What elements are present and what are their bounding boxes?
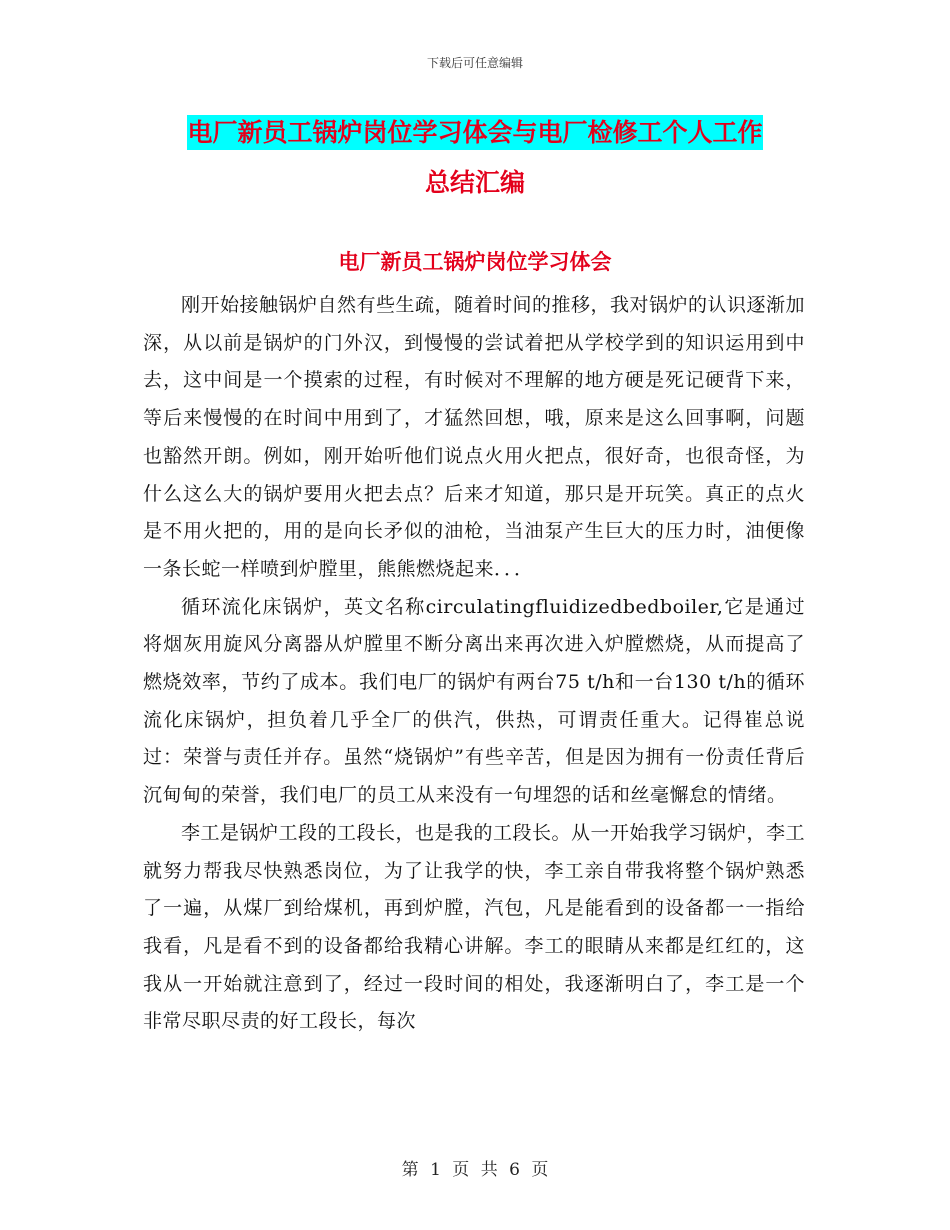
page-number-footer: 第 1 页 共 6 页 bbox=[401, 1160, 549, 1180]
body-text bbox=[143, 287, 805, 1041]
document-title-line-1: 电厂新员工锅炉岗位学习体会与电厂检修工个人工作 bbox=[187, 115, 762, 150]
document-title bbox=[145, 108, 805, 208]
section-title: 电厂新员工锅炉岗位学习体会 bbox=[338, 250, 612, 274]
paragraph: 循环流化床锅炉，英文名称circulatingfluidizedbedboiler,它是通过将烟灰用旋风分离器从炉膛里不断分离出来再次进入炉膛燃烧，从而提高了燃烧效率，节约了成本。我们电厂的锅炉有两台75 t/h和一台130 t/h的循环流化床锅炉，担负着几乎全厂的供汽，供热，可谓责任重大。记得崔总说过：荣誉与责任并存。虽然“烧锅炉”有些辛苦，但是因为拥有一份责任背后沉甸甸的荣誉，我们电厂的员工从来没有一句埋怨的话和丝毫懈怠的情绪。 bbox=[143, 595, 805, 807]
paragraph: 李工是锅炉工段的工段长，也是我的工段长。从一开始我学习锅炉，李工就努力帮我尽快熟悉岗位，为了让我学的快，李工亲自带我将整个锅炉熟悉了一遍，从煤厂到给煤机，再到炉膛，汽包，凡是能看到的设备都一一指给我看，凡是看不到的设备都给我精心讲解。李工的眼睛从来都是红红的，这我从一开始就注意到了，经过一段时间的相处，我逐渐明白了，李工是一个非常尽职尽责的好工段长，每次 bbox=[143, 821, 806, 1033]
paragraph: 刚开始接触锅炉自然有些生疏，随着时间的推移，我对锅炉的认识逐渐加深，从以前是锅炉的门外汉，到慢慢的尝试着把从学校学到的知识运用到中去，这中间是一个摸索的过程，有时候对不理解的地方硬是死记硬背下来，等后来慢慢的在时间中用到了，才猛然回想，哦，原来是这么回事啊，问题也豁然开朗。例如，刚开始听他们说点火用火把点，很好奇，也很奇怪，为什么这么大的锅炉要用火把去点？后来才知道，那只是开玩笑。真正的点火是不用火把的，用的是向长矛似的油枪，当油泵产生巨大的压力时，油便像一条长蛇一样喷到炉膛里，熊熊燃烧起来．．． bbox=[143, 294, 806, 580]
header-note: 下载后可任意编辑 bbox=[426, 56, 523, 70]
document-title-line-2: 总结汇编 bbox=[424, 168, 525, 197]
